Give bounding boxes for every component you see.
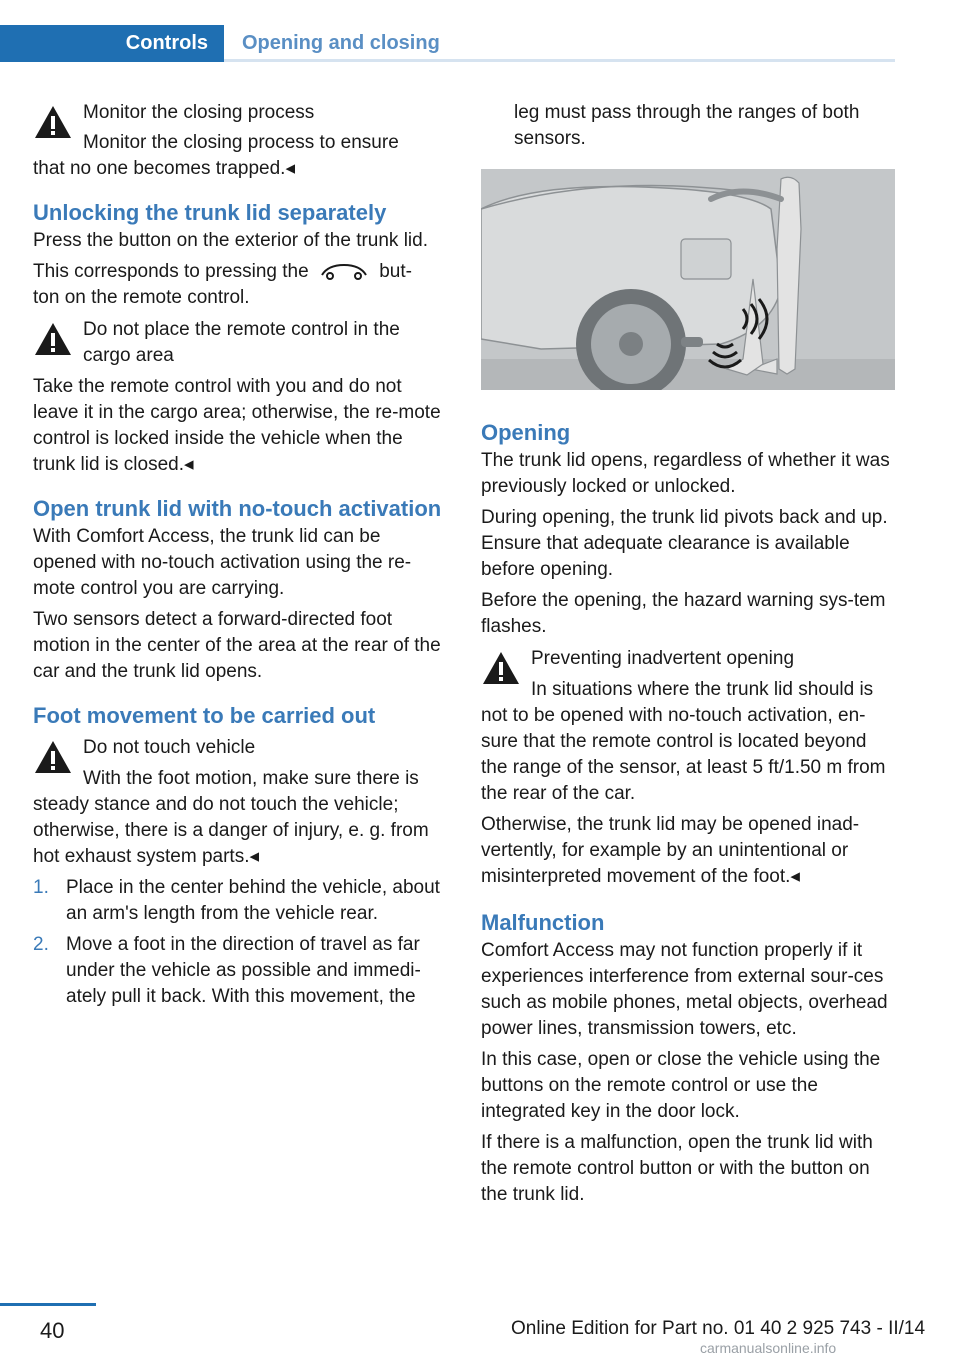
list-text: Place in the center behind the vehicle, about an arm's length from the vehicle rear.: [66, 877, 440, 924]
warning-triangle-icon: [33, 321, 73, 357]
list-item: [33, 932, 448, 1010]
warning-line: In situations where the trunk lid should is: [531, 679, 874, 700]
no-touch-illustration: [481, 169, 895, 390]
paragraph-continued: leg must pass through the ranges of both sensors.: [514, 102, 860, 149]
left-column: [33, 100, 448, 1015]
list-number: 1.: [33, 877, 49, 898]
warning-title: cargo area: [83, 345, 174, 366]
heading-no-touch: Open trunk lid with no-touch activation: [33, 496, 442, 521]
paragraph: Comfort Access may not function properly if it experiences interference from external sour-ces such as mobile phones, metal objects, overhead power lines, transmission towers, etc.: [481, 940, 888, 1039]
header-rule: [224, 59, 895, 62]
paragraph: Otherwise, the trunk lid may be opened inad-vertently, for example by an unintentional or misinterpreted movement of the foot.◂: [481, 814, 860, 887]
watermark: carmanualsonline.info: [700, 1340, 837, 1356]
warning-triangle-icon: [33, 104, 73, 140]
warning-body: Take the remote control with you and do not leave it in the cargo area; otherwise, the re-mote control is locked inside the vehicle when the trunk lid is closed.◂: [33, 376, 441, 475]
paragraph: With Comfort Access, the trunk lid can be opened with no-touch activation using the re-mote control you are carrying.: [33, 526, 412, 599]
warning-body: that no one becomes trapped.◂: [33, 158, 295, 179]
footer-rule: [0, 1303, 96, 1306]
warning-inadvertent-opening: [481, 646, 896, 807]
paragraph: In this case, open or close the vehicle using the buttons on the remote control or use the integrated key in the door lock.: [481, 1049, 881, 1122]
paragraph: The trunk lid opens, regardless of whether it was previously locked or unlocked.: [481, 450, 890, 497]
warning-remote-cargo: [33, 317, 448, 478]
car-foot-sensor-image: [481, 169, 895, 390]
warning-line: With the foot motion, make sure there is: [83, 768, 419, 789]
warning-triangle-icon: [481, 650, 521, 686]
warning-body: not to be opened with no-touch activation, en-sure that the remote control is located beyond the range of the sensor, at least 5 ft/1.50 m from the rear of the car.: [481, 705, 886, 804]
edition-note: Online Edition for Part no. 01 40 2 925 743 - II/14: [511, 1318, 926, 1339]
warning-monitor-closing: [33, 100, 448, 182]
heading-opening: Opening: [481, 420, 571, 445]
steps-list: [33, 875, 448, 1010]
paragraph-remote-button: [33, 259, 448, 311]
warning-title: Preventing inadvertent opening: [531, 648, 795, 669]
right-column: [481, 420, 896, 1213]
warning-title: Do not touch vehicle: [83, 737, 256, 758]
trunk-button-icon: [314, 261, 374, 281]
warning-line: Monitor the closing process to ensure: [83, 132, 399, 153]
text-fragment: This corresponds to pressing the: [33, 261, 309, 282]
right-column-top: [481, 100, 896, 157]
paragraph: Two sensors detect a forward-directed foot motion in the center of the area at the rear of the car and the trunk lid opens.: [33, 609, 441, 682]
page-header: [0, 25, 895, 62]
text-fragment: but-: [379, 261, 412, 282]
paragraph: During opening, the trunk lid pivots back and up. Ensure that adequate clearance is available before opening.: [481, 507, 888, 580]
list-item: [33, 875, 448, 927]
paragraph: If there is a malfunction, open the trunk lid with the remote control button or with the button on the trunk lid.: [481, 1132, 873, 1205]
warning-do-not-touch: [33, 735, 448, 870]
warning-title: Do not place the remote control in the: [83, 319, 400, 340]
heading-malfunction: Malfunction: [481, 910, 605, 935]
warning-body: steady stance and do not touch the vehicle; otherwise, there is a danger of injury, e. g. from hot exhaust system parts.◂: [33, 794, 429, 867]
warning-title: Monitor the closing process: [83, 102, 315, 123]
list-text: Move a foot in the direction of travel as far under the vehicle as possible and immedi-ately pull it back. With this movement, the: [66, 934, 421, 1007]
text-fragment: ton on the remote control.: [33, 287, 250, 308]
subsection-tab: Opening and closing: [224, 25, 895, 62]
warning-triangle-icon: [33, 739, 73, 775]
paragraph: Before the opening, the hazard warning sys-tem flashes.: [481, 590, 886, 637]
section-tab: Controls: [0, 25, 224, 62]
list-number: 2.: [33, 934, 49, 955]
heading-foot-movement: Foot movement to be carried out: [33, 703, 376, 728]
heading-unlocking-trunk: Unlocking the trunk lid separately: [33, 200, 387, 225]
paragraph: Press the button on the exterior of the trunk lid.: [33, 230, 429, 251]
page-number: 40: [40, 1318, 65, 1343]
